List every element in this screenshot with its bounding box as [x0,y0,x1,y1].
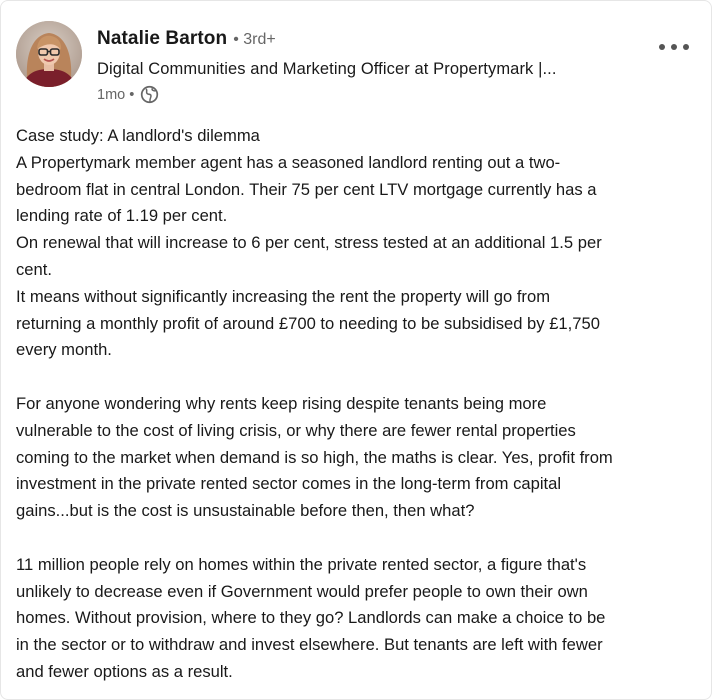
post-line: It means without significantly increasing the rent the property will go from [16,286,551,306]
author-photo [16,21,82,87]
more-options-button[interactable] [659,37,689,57]
post-paragraph [16,391,698,525]
author-name[interactable]: Natalie Barton [97,28,228,49]
connection-degree: • 3rd+ [233,31,276,48]
post-line: returning a monthly profit of around £700 to needing to be subsidised by £1,750 [16,313,600,333]
post-line: unlikely to decrease even if Government would prefer people to own their own [16,581,588,601]
post-time: 1mo [97,86,126,103]
post-line: bedroom flat in central London. Their 75 per cent LTV mortgage currently has a [16,179,597,199]
actor-header [97,28,276,50]
post-body [16,123,698,686]
author-headline: Digital Communities and Marketing Officer at Propertymark |... [97,60,557,78]
post-line: gains...but is the cost is unsustainable before then, then what? [16,501,475,521]
globe-icon [140,85,159,104]
post-line: every month. [16,340,112,360]
post-line: cent. [16,259,52,279]
post-line: and fewer options as a result. [16,661,233,681]
more-horizontal-icon-dot [683,44,689,50]
post-line: On renewal that will increase to 6 per cent, stress tested at an additional 1.5 per [16,233,602,253]
post-line: investment in the private rented sector comes in the long-term from capital [16,474,562,494]
post-paragraph [16,552,698,686]
post-line: coming to the market when demand is so high, the maths is clear. Yes, profit from [16,447,613,467]
paragraph-gap [16,525,698,552]
connection-degree-value: 3rd+ [243,31,276,48]
post-line: 11 million people rely on homes within the private rented sector, a figure that's [16,554,587,574]
post-paragraph [16,123,698,364]
meta-separator: • [125,86,135,103]
post-line: A Propertymark member agent has a seasoned landlord renting out a two- [16,152,561,172]
post-line: For anyone wondering why rents keep rising despite tenants being more [16,393,547,413]
post-line: in the sector or to withdraw and invest elsewhere. But tenants are left with fewer [16,635,603,655]
post-line: lending rate of 1.19 per cent. [16,206,228,226]
paragraph-gap [16,364,698,391]
avatar[interactable] [16,21,82,87]
post-meta [97,85,159,104]
post-line: Case study: A landlord's dilemma [16,126,260,145]
more-horizontal-icon-dot [671,44,677,50]
post-line: vulnerable to the cost of living crisis, or why there are fewer rental properties [16,420,576,440]
more-horizontal-icon-dot [659,44,665,50]
post-line: homes. Without provision, where to they go? Landlords can make a choice to be [16,608,606,628]
